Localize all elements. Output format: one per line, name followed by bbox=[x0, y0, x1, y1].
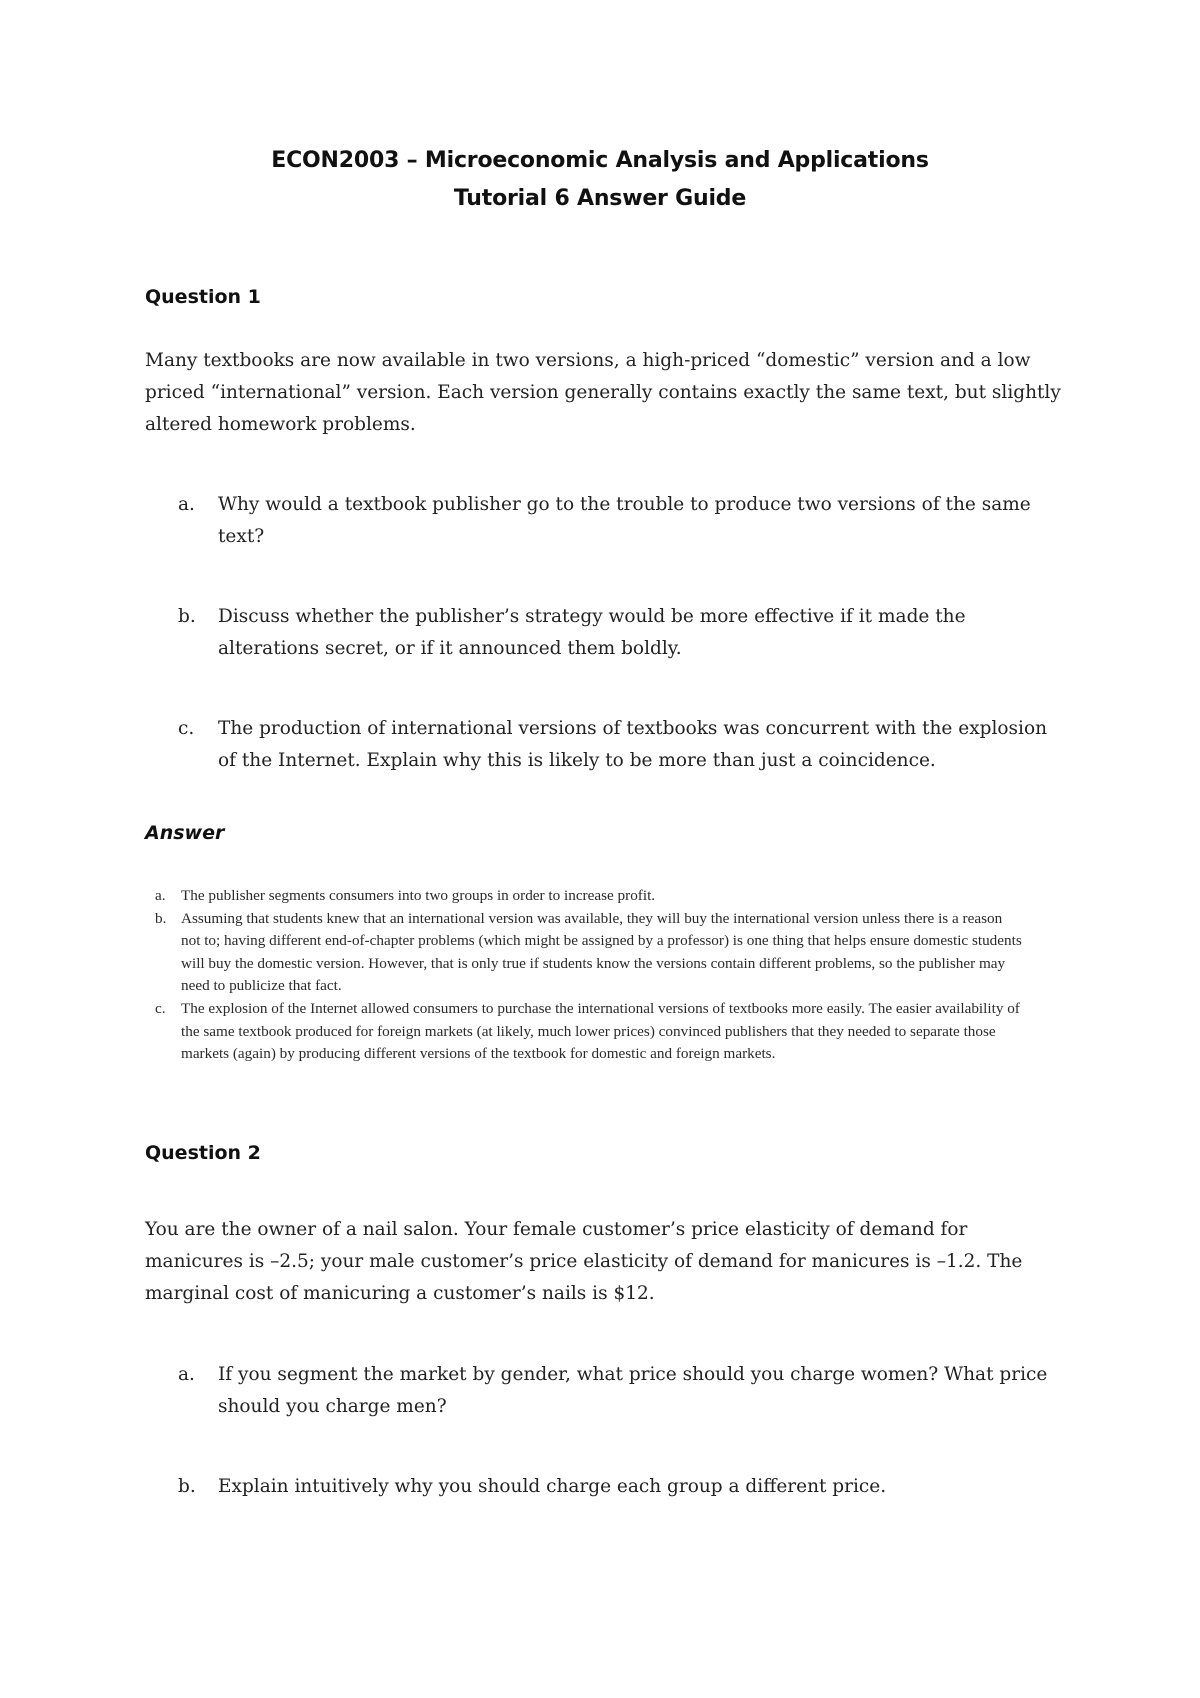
item-letter: a. bbox=[178, 494, 195, 515]
answer-label: Answer bbox=[145, 822, 225, 844]
item-letter: a. bbox=[178, 1364, 195, 1385]
question-1-item-b bbox=[178, 601, 1058, 665]
item-letter: b. bbox=[178, 606, 196, 627]
question-2-intro: You are the owner of a nail salon. Your female customer’s price elasticity of demand for manicures is –2.5; your male customer’s price elasticity of demand for manicures is –1.2. The marginal cost of manicuring a customer’s nails is $12. bbox=[145, 1219, 1023, 1304]
document-subtitle: Tutorial 6 Answer Guide bbox=[453, 186, 747, 211]
question-1-heading: Question 1 bbox=[145, 286, 261, 308]
item-text: Discuss whether the publisher’s strategy would be more effective if it made the alterations secret, or if it announced them boldly. bbox=[218, 606, 966, 659]
answer-item-b bbox=[155, 908, 1025, 998]
item-letter: c. bbox=[178, 718, 195, 739]
answer-item-letter: b. bbox=[155, 909, 167, 927]
question-1-item-c bbox=[178, 713, 1058, 777]
answer-item-a bbox=[155, 885, 1025, 908]
question-1-intro: Many textbooks are now available in two versions, a high-priced “domestic” version and a low priced “international” version. Each version generally contains exactly the same text, but slightly altered homework problems. bbox=[145, 350, 1061, 435]
question-2-heading: Question 2 bbox=[145, 1142, 261, 1164]
item-text: If you segment the market by gender, what price should you charge women? What price should you charge men? bbox=[218, 1364, 1048, 1417]
item-letter: b. bbox=[178, 1476, 196, 1497]
document-title: ECON2003 – Microeconomic Analysis and Applications bbox=[271, 148, 929, 173]
item-text: Explain intuitively why you should charge each group a different price. bbox=[218, 1476, 887, 1497]
answer-item-c bbox=[155, 998, 1025, 1066]
question-2-item-a bbox=[178, 1359, 1058, 1423]
question-2-item-b bbox=[178, 1471, 1058, 1503]
answer-item-letter: c. bbox=[155, 999, 166, 1017]
question-1-item-a bbox=[178, 489, 1058, 553]
answer-item-text: The publisher segments consumers into two groups in order to increase profit. bbox=[181, 887, 656, 904]
answer-item-text: Assuming that students knew that an international version was available, they will buy the international version unless there is a reason not to; having different end-of-chapter problems (which might be assigned by a professor) is one thing that helps ensure domestic students will buy the domestic version. However, that is only true if students know the versions contain different problems, so the publisher may need to publicize that fact. bbox=[181, 909, 1022, 995]
answer-item-text: The explosion of the Internet allowed consumers to purchase the international versions of textbooks more easily. The easier availability of the same textbook produced for foreign markets (at likely, much lower prices) convinced publishers that they needed to separate those markets (again) by producing different versions of the textbook for domestic and foreign markets. bbox=[181, 999, 1020, 1063]
answer-excerpt bbox=[155, 885, 1025, 1066]
item-text: The production of international versions of textbooks was concurrent with the explosion of the Internet. Explain why this is likely to be more than just a coincidence. bbox=[218, 718, 1048, 771]
answer-item-letter: a. bbox=[155, 887, 166, 904]
item-text: Why would a textbook publisher go to the trouble to produce two versions of the same text? bbox=[218, 494, 1031, 547]
